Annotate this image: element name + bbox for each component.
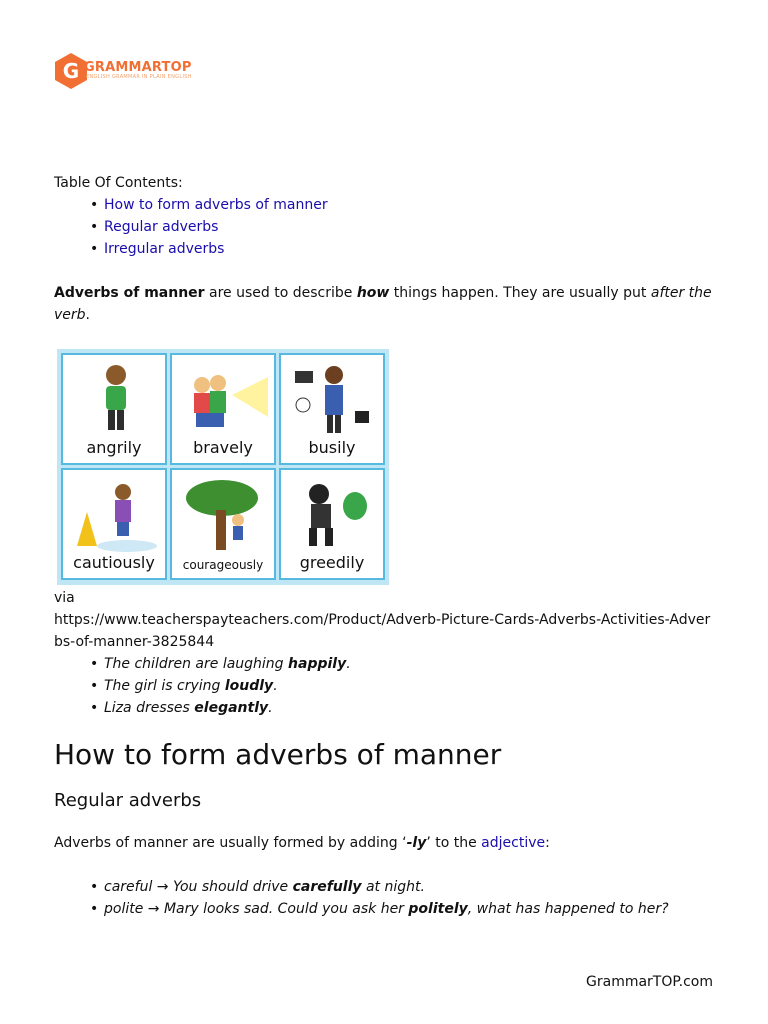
regular-text-2: ’ to the [426,835,482,851]
intro-end: . [85,307,90,323]
toc-link-regular[interactable]: Regular adverbs [104,219,219,235]
regular-example-item [86,898,669,920]
credit-url-1: https://www.teacherspayteachers.com/Product/Adverb-Picture-Cards-Adverbs-Activities-Adver [54,612,711,628]
regular-text-1: Adverbs of manner are usually formed by adding ‘ [54,835,407,851]
brand-tagline: ENGLISH GRAMMAR IN PLAIN ENGLISH [86,74,192,80]
credit-via: via [54,590,75,606]
card-label: greedily [299,553,365,572]
example-end: , what has happened to her? [467,901,669,917]
adverb-picture-cards [57,349,389,585]
angry-boy-icon [71,361,161,441]
toc-item [86,238,328,260]
card-cautiously [61,468,167,580]
kids-flashlight-icon [180,361,270,441]
example-end: . [346,656,351,672]
example-adverb: carefully [292,879,362,895]
regular-text-3: : [545,835,550,851]
footer-site-name: GrammarTOP.com [586,974,713,990]
busy-woman-icon [289,361,379,441]
example-text: The children are laughing [104,656,289,672]
intro-bold: Adverbs of manner [54,285,205,301]
toc-title: Table Of Contents: [54,175,183,191]
regular-example-item [86,876,669,898]
toc-item [86,216,328,238]
example-text: careful → You should drive [104,879,293,895]
intro-text-1: are used to describe [204,285,357,301]
card-label: angrily [86,438,142,457]
brand-name: GRAMMARTOP [84,60,192,75]
example-item [86,697,351,719]
example-item [86,675,351,697]
wet-floor-icon [71,476,161,556]
intro-paragraph [54,282,718,326]
ly-suffix: -ly [406,835,427,851]
adjective-link[interactable]: adjective [481,835,546,851]
example-end: . [273,678,278,694]
toc-list [86,194,328,260]
example-item [86,653,351,675]
regular-example-list [86,876,669,920]
credit-url-2: bs-of-manner-3825844 [54,634,215,650]
example-adverb: elegantly [194,700,269,716]
example-end: at night. [361,879,425,895]
intro-text-2: things happen. They are usually put [389,285,651,301]
tree-climb-icon [180,476,270,556]
example-list [86,653,351,719]
card-label: busily [308,438,356,457]
example-text: The girl is crying [104,678,225,694]
card-label: bravely [193,438,253,457]
example-text: Liza dresses [104,700,195,716]
example-adverb: politely [408,901,468,917]
card-greedily [279,468,385,580]
intro-how: how [356,285,390,301]
subsection-heading: Regular adverbs [54,790,202,811]
example-end: . [268,700,273,716]
hexagon-logo-icon [54,52,88,90]
card-label: cautiously [73,553,155,572]
example-adverb: loudly [224,678,274,694]
card-courageously [170,468,276,580]
svg-text:G: G [62,59,80,83]
image-credit [54,587,734,653]
regular-paragraph [54,832,550,854]
card-bravely [170,353,276,465]
intro-after-verb: after the verb [54,285,712,323]
card-angrily [61,353,167,465]
card-label: courageously [182,558,264,572]
section-heading: How to form adverbs of manner [54,738,502,771]
robber-money-icon [289,476,379,556]
toc-link-how-to-form[interactable]: How to form adverbs of manner [104,197,328,213]
toc-link-irregular[interactable]: Irregular adverbs [104,241,225,257]
example-adverb: happily [288,656,347,672]
example-text: polite → Mary looks sad. Could you ask her [104,901,409,917]
card-busily [279,353,385,465]
toc-item [86,194,328,216]
